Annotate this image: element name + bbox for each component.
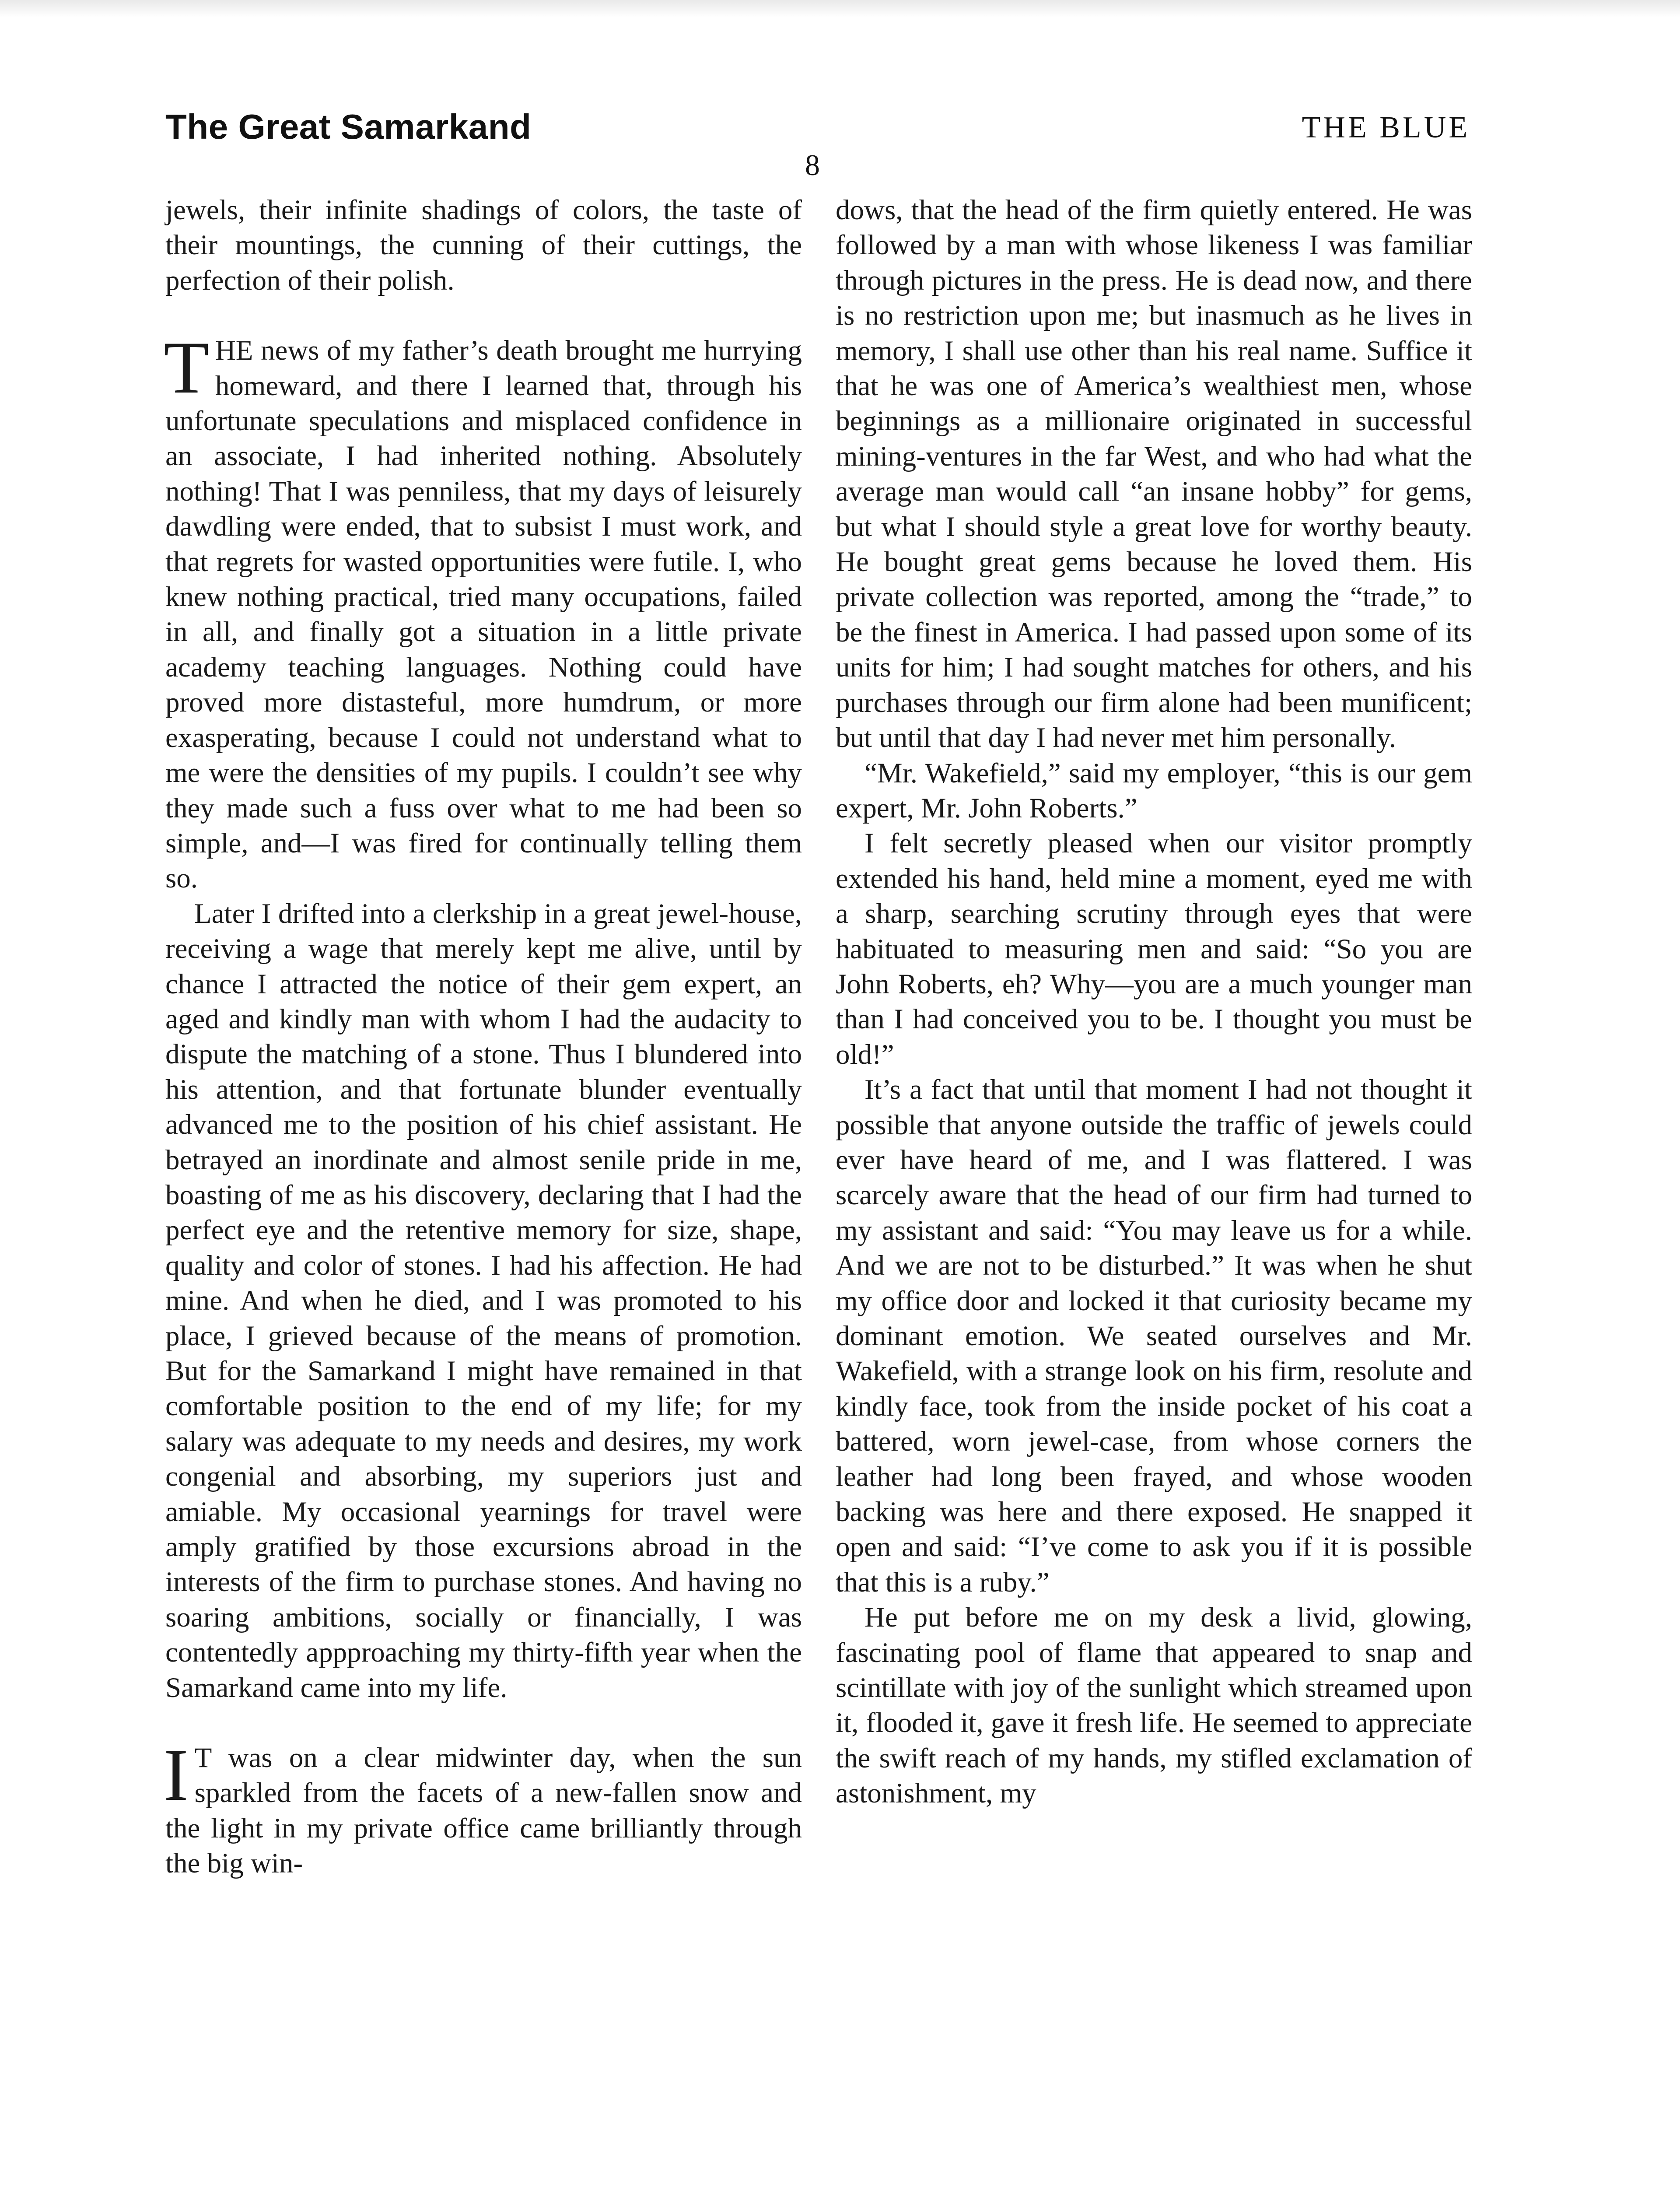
right-column — [836, 193, 1472, 1811]
running-head-magazine: THE BLUE — [1302, 111, 1470, 144]
paragraph: Later I drifted into a clerkship in a great jewel-house, receiving a wage that merely kept me alive, until by chance I attracted the notice of their gem expert, an aged and kindly man with whom I had the audacity to dispute the matching of a stone. Thus I blundered into his attention, and that fortunate blunder eventually advanced me to the position of his chief assistant. He betrayed an inordinate and almost senile pride in me, boasting of me as his discovery, declaring that I had the perfect eye and the retentive memory for size, shape, quality and color of stones. I had his affection. He had mine. And when he died, and I was promoted to his place, I grieved because of the means of promotion. But for the Samarkand I might have remained in that comfortable position to the end of my life; for my salary was adequate to my needs and desires, my work congenial and absorbing, my superiors just and amiable. My occasional yearnings for travel were amply gratified by those excursions abroad in the interests of the firm to purchase stones. And having no soaring ambitions, socially or financially, I was contentedly appproaching my thirty-fifth year when the Samarkand came into my life. — [165, 898, 802, 1704]
paragraph: jewels, their infinite shadings of colors, the taste of their mountings, the cunning of their cuttings, the perfection of their polish. — [165, 194, 802, 296]
page-top-edge — [0, 0, 1680, 18]
paragraph-with-dropcap — [164, 1734, 802, 1881]
paragraph: It’s a fact that until that moment I had not thought it possible that anyone outside the traffic of jewels could ever have heard of me, and I was flattered. I was scarcely aware that the head of our firm had turned to my assistant and said: “You may leave us for a while. And we are not to be disturbed.” It was when he shut my office door and locked it that curiosity became my dominant emotion. We seated ourselves and Mr. Wakefield, with a strange look on his firm, resolute and kindly face, took from the inside pocket of his coat a battered, worn jewel-case, from whose corners the leather had long been frayed, and whose wooden backing was here and there exposed. He snapped it open and said: “I’ve come to ask you if it is possible that this is a ruby.” — [836, 1074, 1472, 1598]
left-column — [165, 193, 802, 1881]
paragraph: He put before me on my desk a livid, glowing, fascinating pool of flame that appeared to snap and scintillate with joy of the sunlight which streamed upon it, flooded it, gave it fresh life. He seemed to appreciate the swift reach of my hands, my stifled exclamation of astonishment, my — [836, 1602, 1472, 1809]
paragraph-with-dropcap — [164, 326, 802, 896]
paragraph: dows, that the head of the firm quietly entered. He was followed by a man with whose likeness I was familiar through pictures in the press. He is dead now, and there is no restriction upon me; but inasmuch as he lives in memory, I shall use other than his real name. Suffice it that he was one of America’s wealthiest men, whose beginnings as a millionaire originated in successful mining-ventures in the far West, and who had what the average man would call “an insane hobby” for gems, but what I should style a great love for worthy beauty. He bought great gems because he loved them. His private collection was reported, among the “trade,” to be the finest in America. I had passed upon some of its units for him; I had sought matches for others, and his purchases through our firm alone had been munificent; but until that day I had never met him personally. — [836, 194, 1472, 754]
page-number: 8 — [805, 148, 820, 182]
paragraph-text: T was on a clear midwinter day, when the sun sparkled from the facets of a new-fallen snow and the light in my private office came brilliantly through the big win- — [165, 1742, 802, 1879]
drop-cap: I — [164, 1734, 189, 1816]
paragraph-text: HE news of my father’s death brought me hurrying homeward, and there I learned that, through his unfortunate speculations and misplaced confidence in an associate, I had inherited nothing. Absolutely nothing! That I was penniless, that my days of leisurely dawdling were ended, that to subsist I must work, and that regrets for wasted opportunities were futile. I, who knew nothing practical, tried many occupations, failed in all, and finally got a situation in a little private academy teaching languages. Nothing could have proved more distasteful, more humdrum, or more exasperating, because I could not understand what to me were the densities of my pupils. I couldn’t see why they made such a fuss over what to me had been so simple, and—I was fired for continually telling them so. — [165, 335, 802, 894]
paragraph: “Mr. Wakefield,” said my employer, “this is our gem expert, Mr. John Roberts.” — [836, 757, 1472, 824]
running-head-title: The Great Samarkand — [165, 107, 532, 146]
drop-cap: T — [164, 326, 209, 409]
paragraph: I felt secretly pleased when our visitor promptly extended his hand, held mine a moment, eyed me with a sharp, searching scrutiny through eyes that were habituated to measuring men and said: “So you are John Roberts, eh? Why—you are a much younger man than I had conceived you to be. I thought you must be old!” — [836, 828, 1472, 1070]
